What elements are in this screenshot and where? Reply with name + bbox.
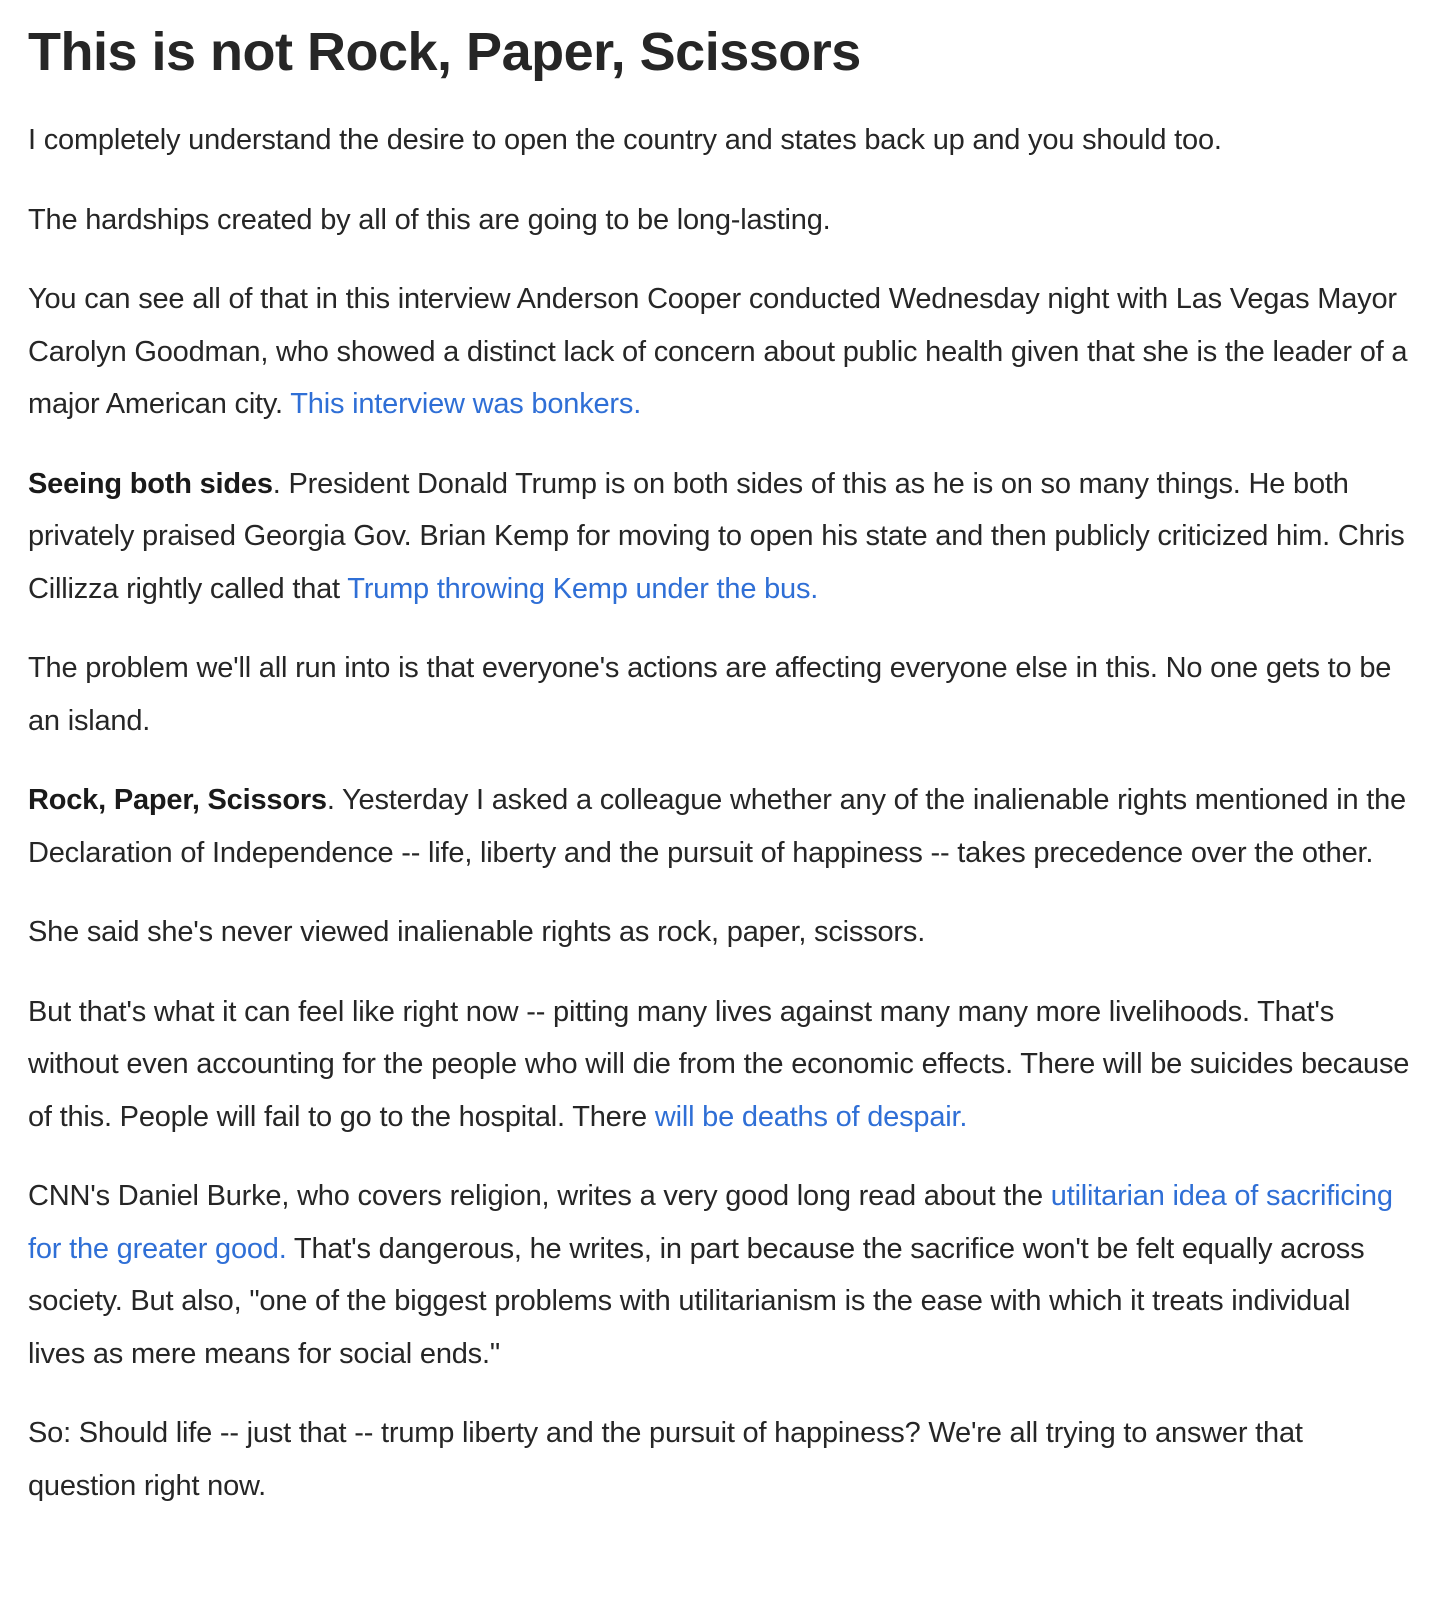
trump-kemp-bus-link[interactable]: Trump throwing Kemp under the bus. (347, 572, 819, 605)
paragraph-10: So: Should life -- just that -- trump liberty and the pursuit of happiness? We're all trying to answer that question right now. (28, 1417, 1303, 1502)
paragraph-9-text-after: That's dangerous, he writes, in part because the sacrifice won't be felt equally across society. But also, "one of the biggest problems with utilitarianism is the ease with which it treats individual lives as mere means for social ends." (28, 1232, 1365, 1370)
paragraph-4 (28, 458, 1413, 616)
paragraph-4-text: . President Donald Trump is on both sides of this as he is on so many things. He both privately praised Georgia Gov. Brian Kemp for moving to open his state and then publicly criticized him. Chris Cillizza rightly called that (28, 467, 1405, 605)
section-headline: This is not Rock, Paper, Scissors (28, 22, 861, 82)
paragraph-8-text: But that's what it can feel like right now -- pitting many lives against many many more livelihoods. That's without even accounting for the people who will die from the economic effects. There will be suicides because of this. People will fail to go to the hospital. There (28, 995, 1410, 1133)
paragraph-5: The problem we'll all run into is that everyone's actions are affecting everyone else in this. No one gets to be an island. (28, 652, 1392, 737)
seeing-both-sides-label: Seeing both sides (28, 467, 273, 500)
paragraph-3 (28, 273, 1413, 431)
utilitarian-idea-link[interactable]: utilitarian idea of sacrificing for the greater good. (28, 1180, 1393, 1265)
paragraph-9-text-before: CNN's Daniel Burke, who covers religion, writes a very good long read about the (28, 1180, 1051, 1212)
deaths-of-despair-link[interactable]: will be deaths of despair. (654, 1100, 968, 1133)
paragraph-6-text: . Yesterday I asked a colleague whether any of the inalienable rights mentioned in the Declaration of Independence -- life, liberty and the pursuit of happiness -- takes precedence over the other. (28, 784, 1406, 869)
interview-bonkers-link[interactable]: This interview was bonkers. (290, 388, 642, 420)
paragraph-6 (28, 774, 1413, 879)
paragraph-2: The hardships created by all of this are going to be long-lasting. (28, 203, 831, 236)
paragraph-8 (28, 986, 1413, 1144)
paragraph-7: She said she's never viewed inalienable rights as rock, paper, scissors. (28, 916, 926, 948)
paragraph-3-text: You can see all of that in this interview Anderson Cooper conducted Wednesday night with Las Vegas Mayor Carolyn Goodman, who showed a distinct lack of concern about public health given that she is the leader of a major American city. (28, 283, 1408, 420)
rock-paper-scissors-label: Rock, Paper, Scissors (28, 784, 327, 816)
paragraph-9 (28, 1170, 1413, 1380)
paragraph-1: I completely understand the desire to open the country and states back up and you should too. (28, 124, 1222, 156)
